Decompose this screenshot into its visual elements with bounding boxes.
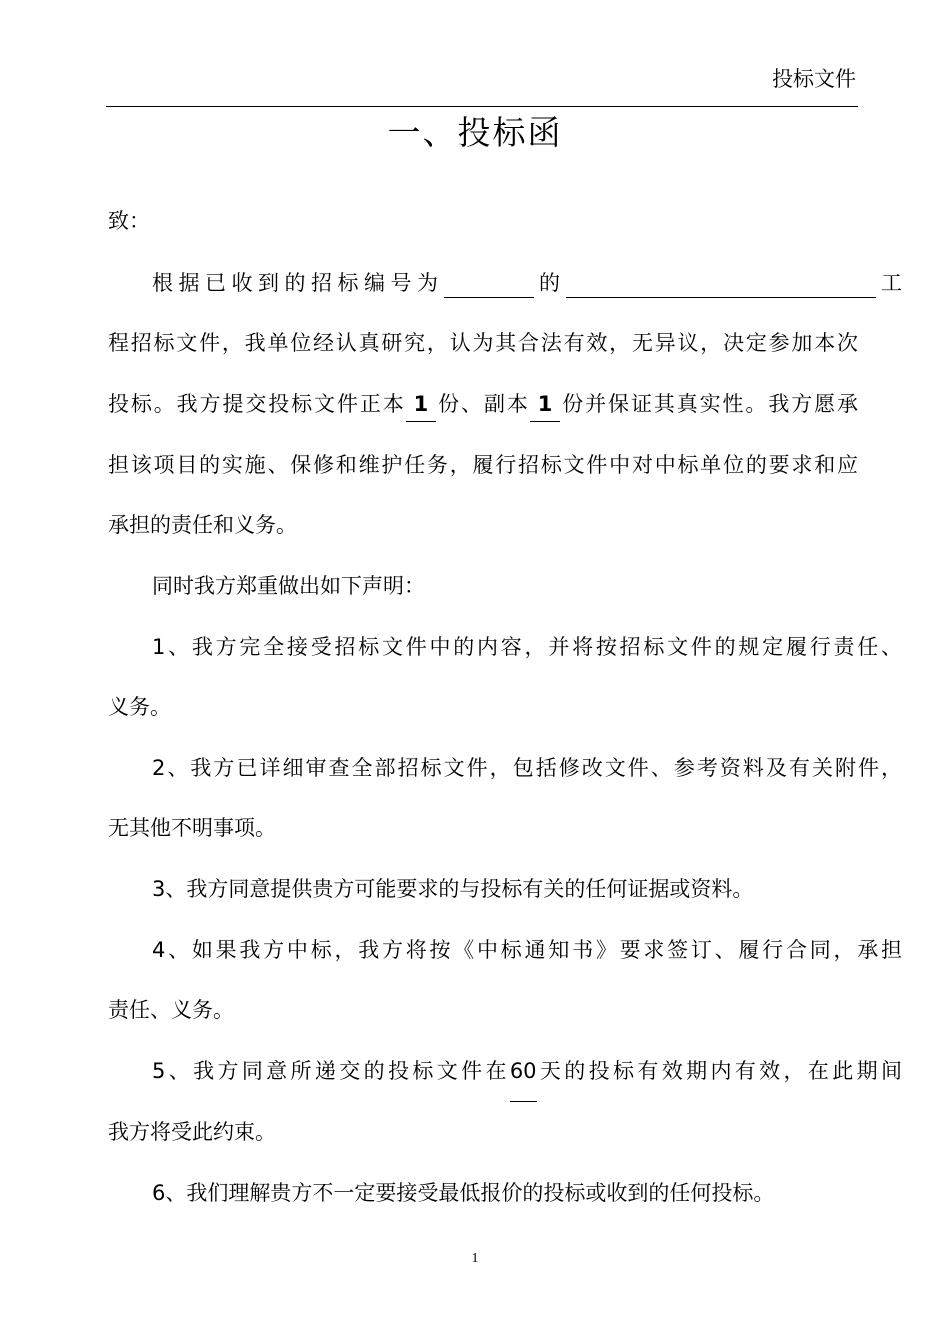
item-1-line-2: 义务。 bbox=[108, 695, 171, 719]
duplicate-copies-count: 1 bbox=[530, 389, 561, 422]
item-4-line-2: 责任、义务。 bbox=[108, 998, 234, 1022]
header-rule bbox=[106, 106, 858, 107]
intro-text: 工 bbox=[875, 271, 902, 295]
item-5-line-1 bbox=[108, 1056, 902, 1086]
item-5-text: 5、我方同意所递交的投标文件在 bbox=[152, 1059, 510, 1083]
statement-intro: 同时我方郑重做出如下声明： bbox=[152, 574, 425, 598]
intro-text: 根据已收到的招标编号为 bbox=[152, 271, 444, 295]
intro-text: 投标。我方提交投标文件正本 bbox=[108, 392, 406, 416]
intro-line-3 bbox=[108, 389, 858, 422]
intro-text: 份、副本 bbox=[436, 392, 530, 416]
project-name-blank bbox=[566, 273, 876, 298]
intro-line-1 bbox=[108, 268, 902, 298]
intro-text: 的 bbox=[533, 271, 566, 295]
item-6: 6、我们理解贵方不一定要接受最低报价的投标或收到的任何投标。 bbox=[152, 1181, 775, 1205]
intro-line-5: 承担的责任和义务。 bbox=[108, 513, 297, 537]
page-title: 一、投标函 bbox=[387, 113, 563, 152]
salutation: 致： bbox=[108, 209, 150, 233]
header-label: 投标文件 bbox=[772, 67, 856, 91]
item-2-line-1: 2、我方已详细审查全部招标文件，包括修改文件、参考资料及有关附件， bbox=[152, 756, 902, 780]
intro-text: 份并保证其真实性。我方愿承 bbox=[560, 392, 859, 416]
item-2-line-2: 无其他不明事项。 bbox=[108, 816, 276, 840]
page-number: 1 bbox=[471, 1251, 479, 1266]
item-1-line-1: 1、我方完全接受招标文件中的内容，并将按招标文件的规定履行责任、 bbox=[152, 635, 902, 659]
item-3: 3、我方同意提供贵方可能要求的与投标有关的任何证据或资料。 bbox=[152, 877, 754, 901]
tender-number-blank bbox=[444, 273, 534, 298]
validity-days: 60 bbox=[510, 1056, 537, 1086]
original-copies-count: 1 bbox=[406, 389, 437, 422]
intro-line-4: 担该项目的实施、保修和维护任务，履行招标文件中对中标单位的要求和应 bbox=[108, 453, 858, 477]
item-5-line-2: 我方将受此约束。 bbox=[108, 1120, 276, 1144]
item-4-line-1: 4、如果我方中标，我方将按《中标通知书》要求签订、履行合同，承担 bbox=[152, 938, 902, 962]
intro-line-2: 程招标文件，我单位经认真研究，认为其合法有效，无异议，决定参加本次 bbox=[108, 331, 858, 355]
item-5-text: 天的投标有效期内有效，在此期间 bbox=[536, 1059, 902, 1083]
